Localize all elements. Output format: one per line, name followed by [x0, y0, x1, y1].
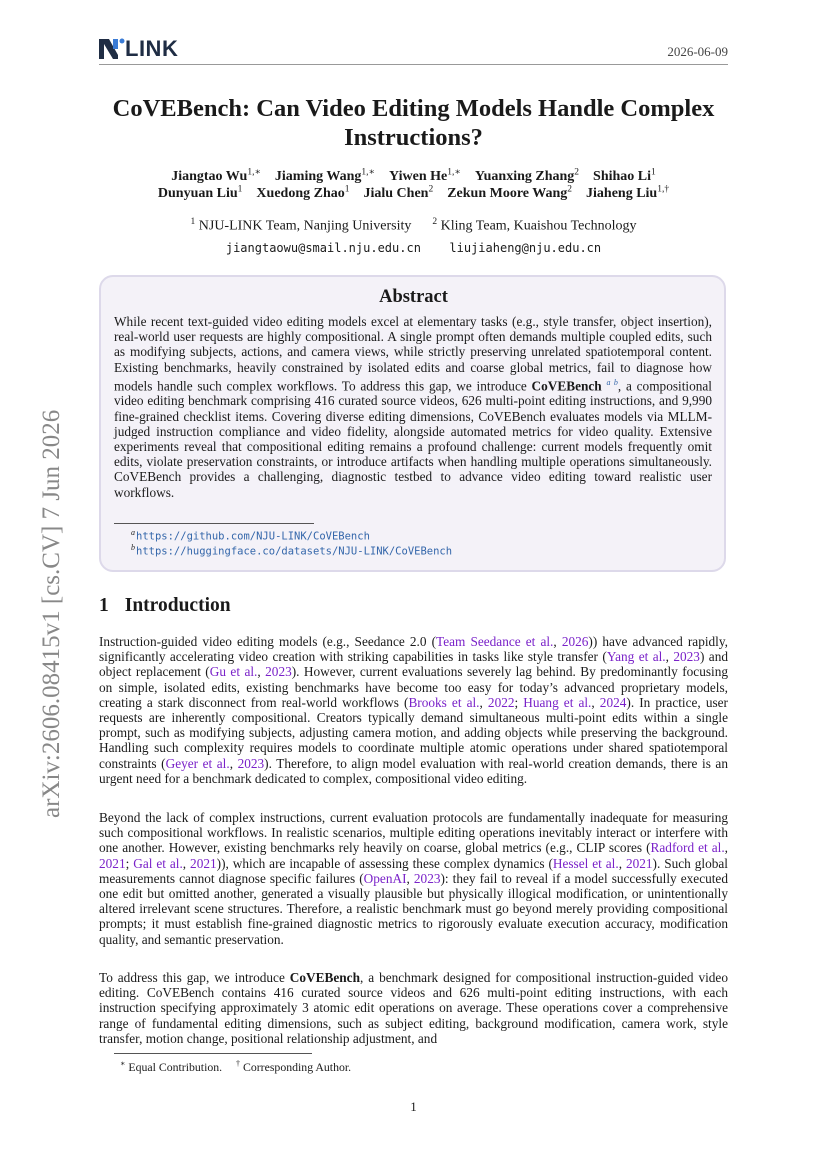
paragraph-text: , [665, 649, 674, 665]
paragraph-text: , [182, 855, 191, 871]
author [593, 169, 656, 184]
citation-link[interactable]: 2023 [265, 664, 292, 680]
citation-link[interactable]: Yang et al. [606, 649, 666, 665]
author-affiliation-mark: 1 [237, 184, 243, 194]
author-name: Zekun Moore Wang [447, 185, 568, 201]
author-affiliation-mark: 1,∗ [247, 167, 261, 177]
author-footnote [120, 1059, 351, 1075]
github-link[interactable]: https://github.com/NJU-LINK/CoVEBench [136, 530, 370, 543]
paragraph-text: , [229, 755, 238, 771]
affiliation-2: Kling Team, Kuaishou Technology [440, 218, 637, 234]
citation-link[interactable]: Gu et al. [209, 664, 258, 680]
footnote-github[interactable] [131, 528, 370, 543]
author-affiliation-mark: 1,† [657, 184, 670, 194]
authors-line-2 [90, 184, 737, 202]
email-1[interactable]: jiangtaowu@smail.nju.edu.cn [225, 241, 421, 255]
author-affiliation-mark: 1 [651, 167, 656, 177]
author-affiliation-mark: 2 [574, 167, 580, 177]
author-name: Yuanxing Zhang [474, 168, 575, 184]
abstract-heading: Abstract [379, 287, 448, 307]
citation-link[interactable]: Brooks et al. [408, 694, 480, 710]
affiliation-1-mark: 1 [190, 217, 196, 227]
author [256, 186, 349, 201]
header-date: 2026-06-09 [667, 44, 728, 59]
paragraph-text: , [406, 870, 414, 886]
citation-link[interactable]: 2022 [487, 694, 515, 710]
author-name: Jiaming Wang [274, 168, 362, 184]
paragraph-text: ). However, current evaluations severely lag behind. By predominantly focusing on simple, isolated edits, existing benchmarks have become too easy for today’s advanced proprietary models, creating a stark disconnect from real-world workflows ( [99, 664, 729, 710]
paragraph-text: ). Therefore, to align model evaluation with real-world creation demands, there is an urgent need for a benchmark dedicated to complex, compositional video editing. [99, 755, 728, 786]
corresponding-author-mark: † [236, 1059, 241, 1068]
author-affiliation-mark: 1 [344, 184, 350, 194]
logo-text: LINK [125, 36, 179, 61]
paragraph-text: )) have advanced rapidly, significantly accelerating video creation with striking capabilities in tasks like style transfer ( [99, 634, 728, 665]
page-number: 1 [410, 1099, 417, 1114]
footnote-a-mark: a [131, 528, 135, 537]
paragraph-text: , [479, 694, 488, 710]
emails [90, 241, 737, 255]
arxiv-stamp: arXiv:2606.08415v1 [cs.CV] 7 Jun 2026 [38, 409, 65, 818]
author [447, 186, 572, 201]
abstract-benchmark-name: CoVEBench [531, 378, 602, 394]
equal-contribution-mark: ∗ [120, 1059, 126, 1068]
intro-paragraph-3 [99, 970, 728, 1046]
paragraph-text: ). In practice, user requests are inherently compositional. Creators typically demand simultaneous multi-point edits within a single prompt, such as modifying subjects, adjusting camera motion, and adding objects while preserving the background. Handling such complexity requires models to coordinate multiple atomic operations under shared spatiotemporal constraints ( [99, 694, 728, 771]
paper-title: CoVEBench: Can Video Editing Models Handle Complex Instructions? [112, 95, 715, 151]
intro-paragraph-1 [99, 634, 728, 786]
paragraph-text: ; [125, 855, 134, 871]
paragraph-text: ; [514, 694, 524, 710]
author-affiliation-mark: 1,∗ [361, 167, 376, 177]
email-2[interactable]: liujiaheng@nju.edu.cn [449, 241, 602, 255]
author-name: Shihao Li [593, 168, 652, 184]
abstract-text-after: , a compositional video editing benchmark comprising 416 curated source videos, 626 multi-point editing instructions, and 9,990 fine-grained checklist items. Covering diverse editing dimensions, CoVEBench evaluates models via MLLM-judged instruction compliance and video fidelity, alongside automated metrics for video quality. Extensive experiments reveal that compositional editing remains a profound challenge: current models frequently omit edits, violate preservation constraints, or introduce artifacts when handling multiple operations simultaneously. CoVEBench provides a challenging, diagnostic testbed to advance video editing toward realistic user workflows. [114, 378, 712, 500]
affiliations [90, 217, 737, 235]
nlink-logo-icon [99, 37, 125, 61]
citation-link[interactable]: Huang et al. [523, 694, 592, 710]
author [158, 186, 243, 201]
authors-line-1 [90, 166, 737, 185]
citation-link[interactable]: 2026 [561, 634, 589, 649]
paragraph-text: , [591, 694, 600, 710]
author-name: Xuedong Zhao [256, 185, 345, 201]
abstract-text [114, 314, 712, 500]
abstract-footnote-marks[interactable]: a b [606, 377, 618, 387]
author-name: Jiaheng Liu [586, 185, 658, 201]
paragraph-text: Instruction-guided video editing models (e.g., Seedance 2.0 ( [99, 634, 437, 649]
author [475, 169, 579, 184]
citation-link[interactable]: 2024 [599, 694, 627, 710]
paragraph-text: ): they fail to reveal if a model successfully executed one edit but omitted another, generated a visually plausible but physically illogical modification, or unintentionally altered irrelevant scene structures. Therefore, a realistic benchmark must go beyond merely providing compositional prompts; it must establish fine-grained diagnostic metrics to rigorously evaluate execution accuracy, modification quality, and semantic preservation. [99, 870, 728, 947]
author [389, 169, 461, 184]
author [275, 169, 375, 184]
footnote-rule [114, 1053, 312, 1054]
author [586, 186, 669, 201]
citation-link[interactable]: Hessel et al. [552, 855, 619, 871]
author-affiliation-mark: 1,∗ [447, 167, 461, 177]
paragraph-text: , a benchmark designed for compositional instruction-guided video editing. CoVEBench contains 416 curated source videos and 626 multi-point editing instructions, with each instruction specifying approximately 3 atomic edit operations on average. These operations cover a comprehensive range of fundamental editing dimensions, such as subject editing, background modification, camera work, style transfer, motion change, positional relationship adjustment, and [99, 970, 728, 1046]
paragraph-text: ). Such global measurements cannot diagnose specific failures ( [99, 855, 728, 886]
citation-link[interactable]: 2021 [625, 855, 653, 871]
corresponding-author-text: Corresponding Author. [242, 1059, 352, 1074]
citation-link[interactable]: Team Seedance et al. [436, 634, 554, 649]
section-number: 1 [99, 595, 109, 616]
paragraph-text: ) and object replacement ( [99, 649, 728, 680]
citation-link[interactable]: 2023 [237, 755, 265, 771]
citation-link[interactable]: 2021 [99, 855, 126, 871]
citation-link[interactable]: 2023 [413, 870, 441, 886]
section-title: Introduction [124, 595, 231, 616]
author-affiliation-mark: 2 [428, 184, 434, 194]
intro-paragraph-2 [99, 810, 728, 947]
citation-link[interactable]: 2023 [673, 649, 700, 665]
citation-link[interactable]: 2021 [190, 855, 217, 871]
author-name: Yiwen He [389, 168, 448, 184]
benchmark-name: CoVEBench [289, 970, 360, 985]
footnote-huggingface[interactable] [131, 543, 452, 558]
paragraph-text: , [257, 664, 266, 680]
header-rule [99, 64, 728, 65]
logo [99, 36, 178, 62]
paragraph-text: , [618, 855, 626, 871]
author-name: Jialu Chen [363, 185, 429, 201]
author [171, 169, 261, 184]
equal-contribution-text: Equal Contribution. [128, 1059, 223, 1074]
abstract-footnote-rule [114, 523, 314, 524]
author-affiliation-mark: 2 [567, 184, 573, 194]
citation-link[interactable]: Radford et al. [650, 840, 725, 856]
paragraph-text: To address this gap, we introduce [99, 970, 290, 985]
citation-link[interactable]: OpenAI [363, 870, 407, 886]
author-name: Dunyuan Liu [157, 185, 238, 201]
huggingface-link[interactable]: https://huggingface.co/datasets/NJU-LINK/CoVEBench [136, 545, 453, 558]
section-heading [99, 595, 231, 617]
paragraph-text: , [724, 840, 728, 856]
citation-link[interactable]: Gal et al. [133, 855, 183, 871]
abstract-text-before: While recent text-guided video editing models excel at elementary tasks (e.g., style transfer, object insertion), real-world user requests are highly compositional. A single prompt often demands multiple coupled edits, such as modifying subjects, actions, and camera views, while strictly preserving unrelated spatiotemporal content. Existing benchmarks, heavily constrained by isolated edits and coarse global metrics, fail to diagnose how models handle such complex workflows. To address this gap, we introduce [114, 314, 712, 394]
paragraph-text: , [553, 634, 562, 649]
affiliation-2-mark: 2 [432, 217, 438, 227]
affiliation-1: NJU-LINK Team, Nanjing University [198, 218, 412, 234]
author-name: Jiangtao Wu [171, 168, 248, 184]
paragraph-text: Beyond the lack of complex instructions, current evaluation protocols are fundamentally inadequate for measuring such compositional workflows. In realistic scenarios, multiple editing operations inevitably interact or interfere with one another. However, existing benchmarks rely heavily on coarse, global metrics (e.g., CLIP scores ( [99, 810, 728, 856]
citation-link[interactable]: Geyer et al. [165, 755, 230, 771]
author [363, 186, 433, 201]
paragraph-text: )), which are incapable of assessing these complex dynamics ( [216, 855, 553, 871]
footnote-b-mark: b [131, 543, 135, 552]
